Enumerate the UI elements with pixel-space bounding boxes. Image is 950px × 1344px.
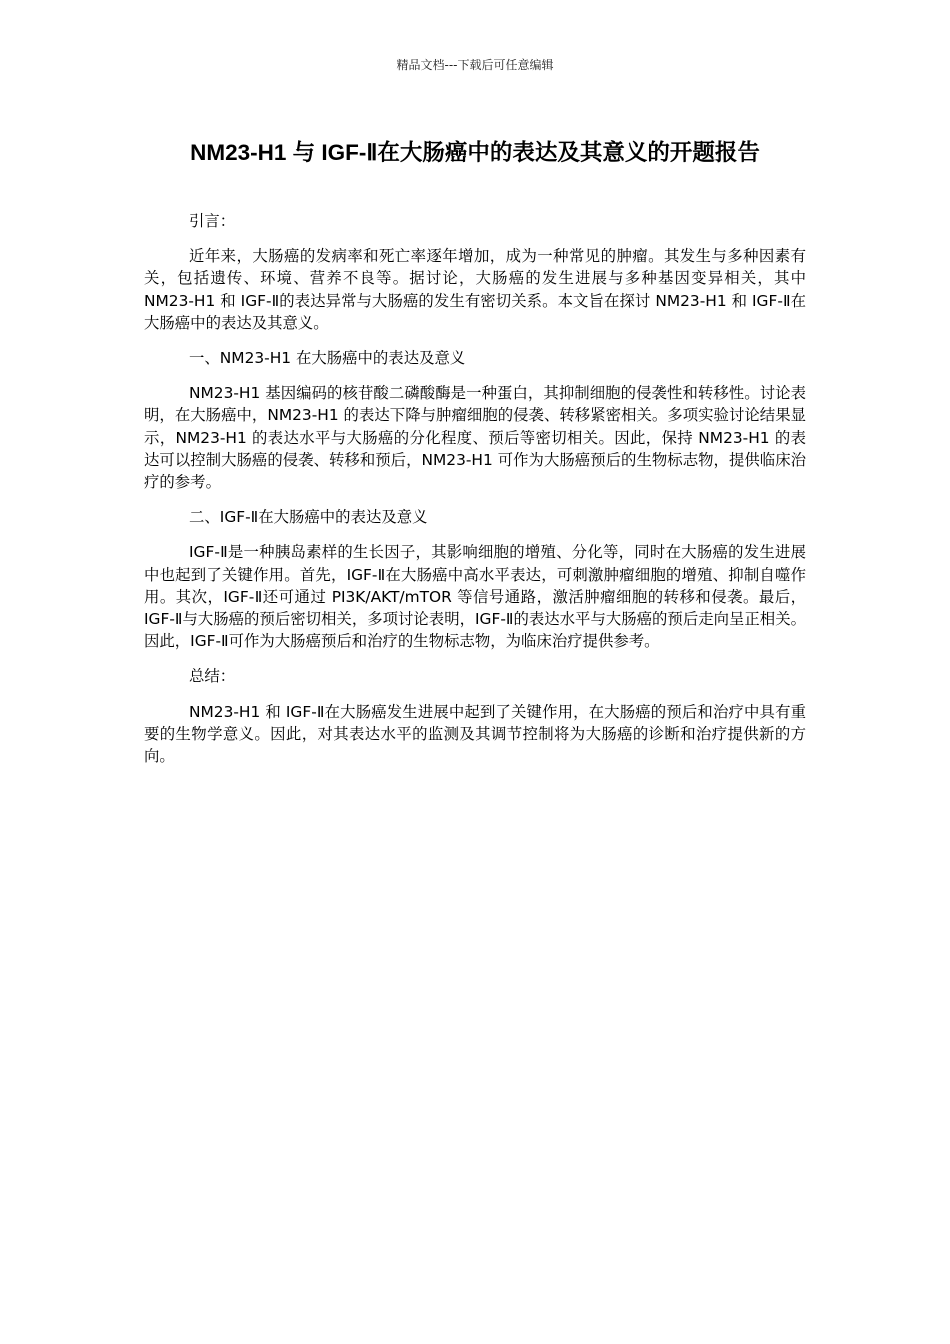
intro-heading: 引言：: [189, 212, 236, 230]
intro-paragraph: 近年来，大肠癌的发病率和死亡率逐年增加，成为一种常见的肿瘤。其发生与多种因素有关，包括遗传、环境、营养不良等。据讨论，大肠癌的发生进展与多种基因变异相关，其中 NM23-H1 和 IGF-Ⅱ的表达异常与大肠癌的发生有密切关系。本文旨在探讨 NM23-H1 和 IGF-Ⅱ在大肠癌中的表达及其意义。: [144, 247, 806, 332]
section-1-heading: 一、NM23-H1 在大肠癌中的表达及意义: [189, 349, 466, 368]
page-header: 精品文档---下载后可任意编辑: [396, 58, 554, 72]
section-1-paragraph: NM23-H1 基因编码的核苷酸二磷酸酶是一种蛋白，其抑制细胞的侵袭性和转移性。讨论表明，在大肠癌中，NM23-H1 的表达下降与肿瘤细胞的侵袭、转移紧密相关。多项实验讨论结果显示，NM23-H1 的表达水平与大肠癌的分化程度、预后等密切相关。因此，保持 NM23-H1 的表达可以控制大肠癌的侵袭、转移和预后，NM23-H1 可作为大肠癌预后的生物标志物，提供临床治疗的参考。: [144, 384, 806, 492]
summary-paragraph: NM23-H1 和 IGF-Ⅱ在大肠癌发生进展中起到了关键作用，在大肠癌的预后和治疗中具有重要的生物学意义。因此，对其表达水平的监测及其调节控制将为大肠癌的诊断和治疗提供新的方向。: [144, 702, 806, 766]
document-body: [144, 210, 806, 780]
document-title: NM23-H1 与 IGF-Ⅱ在大肠癌中的表达及其意义的开题报告: [190, 140, 760, 165]
section-2-paragraph: IGF-Ⅱ是一种胰岛素样的生长因子，其影响细胞的增殖、分化等，同时在大肠癌的发生进展中也起到了关键作用。首先，IGF-Ⅱ在大肠癌中高水平表达，可刺激肿瘤细胞的增殖、抑制自噬作用。其次，IGF-Ⅱ还可通过 PI3K/AKT/mTOR 等信号通路，激活肿瘤细胞的转移和侵袭。最后，IGF-Ⅱ与大肠癌的预后密切相关，多项讨论表明，IGF-Ⅱ的表达水平与大肠癌的预后走向呈正相关。因此，IGF-Ⅱ可作为大肠癌预后和治疗的生物标志物，为临床治疗提供参考。: [144, 543, 806, 651]
section-2-heading: 二、IGF-Ⅱ在大肠癌中的表达及意义: [189, 508, 428, 527]
summary-heading: 总结：: [189, 667, 236, 686]
